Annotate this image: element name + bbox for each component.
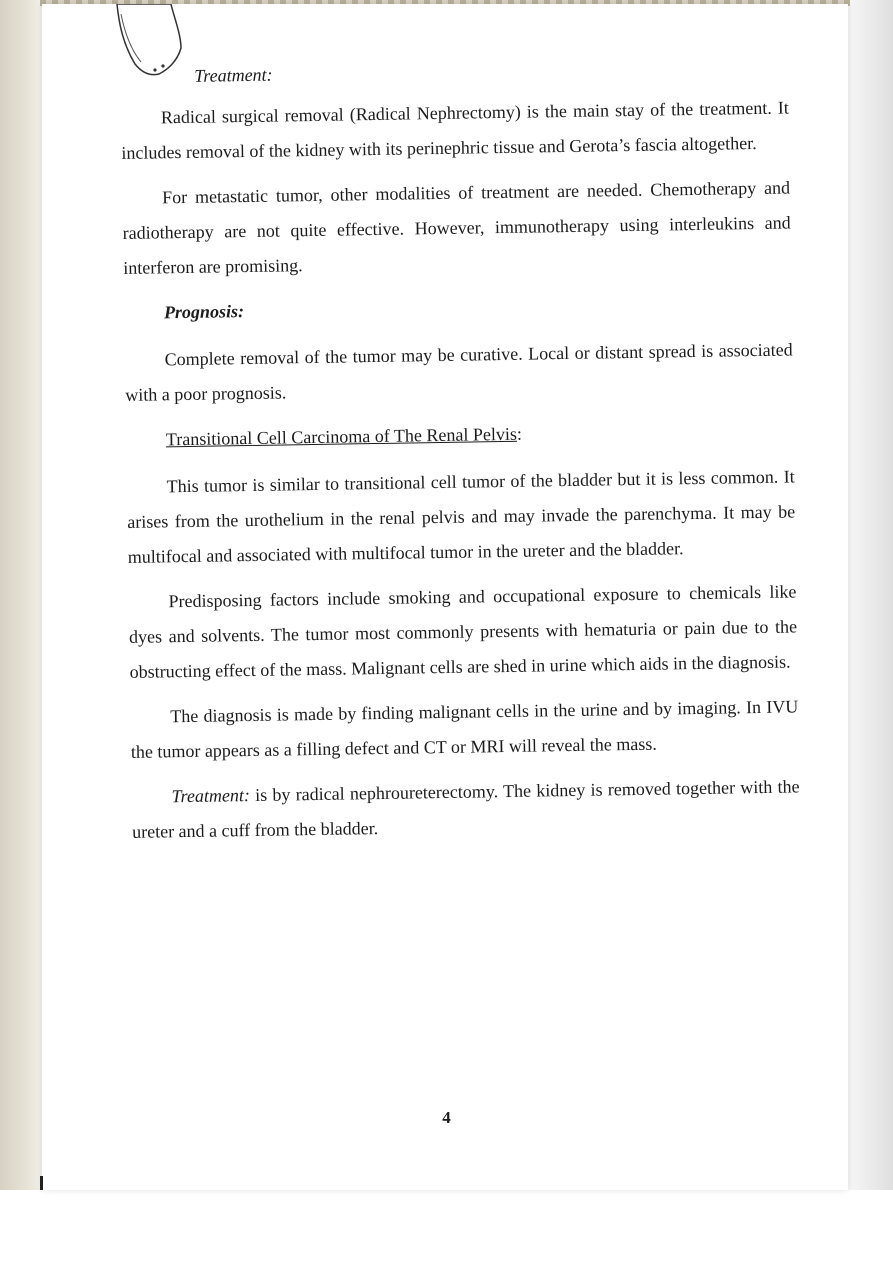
treatment-heading: Treatment: — [194, 64, 273, 86]
scan-edge-left — [0, 0, 44, 1190]
tcc-heading — [166, 412, 794, 457]
prognosis-heading: Prognosis: — [163, 301, 245, 323]
document-body — [120, 50, 800, 860]
tcc-treatment-text: is by radical nephroureterectomy. The kidney is removed together with the ureter and a cuff from the bladder. — [131, 776, 800, 842]
tcc-paragraph-3: The diagnosis is made by finding malignant cells in the urine and by imaging. In IVU the tumor appears as a filling defect and CT or MRI will reveal the mass. — [130, 696, 799, 762]
tcc-paragraph-2: Predisposing factors include smoking and occupational exposure to chemicals like dyes and solvents. The tumor most commonly presents with hematuria or pain due to the obstructing effect of the mass. Malignant cells are shed in urine which aids in the diagnosis. — [128, 581, 798, 682]
tcc-heading-colon: : — [516, 423, 523, 444]
tcc-heading-text: Transitional Cell Carcinoma of The Renal Pelvis — [165, 423, 518, 450]
prognosis-paragraph: Complete removal of the tumor may be curative. Local or distant spread is associated with a poor prognosis. — [125, 339, 793, 405]
treatment-paragraph-2: For metastatic tumor, other modalities of treatment are needed. Chemotherapy and radiotherapy are not quite effective. However, immunotherapy using interleukins and interferon are promising. — [122, 177, 791, 278]
scan-edge-right — [847, 0, 893, 1190]
page-number: 4 — [442, 1108, 451, 1127]
scan-corner-mark — [40, 1176, 43, 1190]
tcc-treatment-label: Treatment: — [171, 785, 251, 807]
tcc-treatment-paragraph — [131, 769, 800, 849]
tcc-paragraph-1: This tumor is similar to transitional cell tumor of the bladder but it is less common. It arises from the urothelium in the renal pelvis and may invade the parenchyma. It may be multifocal and associated with multifocal tumor in the ureter and the bladder. — [127, 466, 796, 567]
treatment-paragraph-1: Radical surgical removal (Radical Nephrectomy) is the main stay of the treatment. It includes removal of the kidney with its perinephric tissue and Gerota’s fascia altogether. — [121, 97, 789, 163]
